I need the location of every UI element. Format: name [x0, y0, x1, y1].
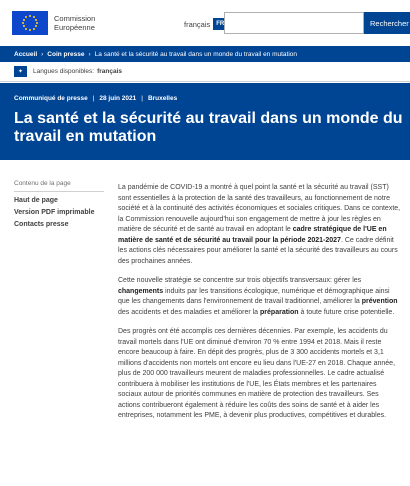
press-date: 28 juin 2021: [99, 95, 137, 102]
paragraph-2: [118, 276, 402, 318]
search-input[interactable]: [224, 12, 364, 34]
page-contents-sidebar: [14, 180, 104, 228]
press-place: Bruxelles: [147, 95, 178, 102]
breadcrumb-current: La santé et la sécurité au travail dans un monde du travail en mutation: [94, 50, 298, 58]
sidebar-item-top[interactable]: Haut de page: [14, 197, 58, 204]
logo-text: [54, 14, 95, 32]
bold-changements: changements: [118, 287, 164, 295]
logo-line-1: Commission: [54, 14, 96, 23]
paragraph-2-text: Cette nouvelle stratégie se concentre sur trois objectifs transversaux: gérer les: [118, 277, 362, 284]
paragraph-1-text: La pandémie de COVID-19 a montré à quel point la santé et la sécurité au travail (SST) sont essentielles à la protection de la santé des travailleurs, au fonctionnement de notre société et à la continuité des activités économiques et sociales critiques. Dans ce contexte, la Commission renouvelle aujourd'hui son engagement de mettre à jour les règles en matière de sécurité et de santé au travail en adoptant le: [118, 184, 401, 233]
search-button[interactable]: Rechercher: [364, 12, 410, 34]
article-body: [118, 183, 402, 431]
sidebar-item-pdf[interactable]: Version PDF imprimable: [14, 209, 95, 216]
paragraph-2-text-2: induits par les transitions écologique, numérique et démographique ainsi que les changements dans l'environnement de travail traditionnel, améliorer la: [118, 287, 390, 305]
paragraph-3: Des progrès ont été accomplis ces dernières décennies. Par exemple, les accidents du travail mortels dans l'UE ont diminué d'environ 70 % entre 1994 et 2018. Mais il reste encore beaucoup à faire. En dépit des progrès, plus de 3 300 accidents mortels et 3,1 millions d'accidents non mortels ont encore eu lieu dans l'UE-27 en 2018. Chaque année, plus de 200 000 travailleurs meurent de maladies professionnelles. Le cadre actualisé contribuera à mobiliser les institutions de l'UE, les États membres et les partenaires sociaux autour de priorités communes en matière de protection des travailleurs. Ses actions contribueront également à réduire les coûts des soins de santé et à aider les entreprises, notamment les PME, à devenir plus productives, compétitives et durables.: [118, 328, 396, 419]
commission-logo[interactable]: [12, 11, 142, 35]
page-hero: [0, 83, 410, 160]
bold-preparation: préparation: [260, 308, 299, 316]
breadcrumb: [0, 46, 410, 62]
paragraph-2-text-3: des accidents et des maladies et améliorer la: [118, 308, 261, 316]
logo-line-2: Européenne: [54, 23, 95, 32]
translate-icon: ✦: [14, 66, 27, 77]
sidebar-title: Contenu de la page: [14, 180, 104, 192]
available-languages-value[interactable]: français: [97, 68, 123, 75]
breadcrumb-press[interactable]: Coin presse: [47, 50, 85, 58]
site-header: [0, 0, 410, 46]
strategic-framework-link[interactable]: cadre stratégique de l'UE en matière de santé et de sécurité au travail pour la période 2021-2027: [118, 226, 387, 244]
language-selector[interactable]: [184, 18, 227, 30]
breadcrumb-separator-icon: ›: [41, 50, 44, 58]
language-label: français: [184, 19, 211, 29]
paragraph-2-text-4: à toute future crise potentielle.: [298, 308, 395, 316]
press-type: Communiqué de presse: [14, 95, 88, 102]
available-languages-label: Langues disponibles:: [33, 68, 95, 75]
page-title: La santé et la sécurité au travail dans un monde du travail en mutation: [14, 110, 403, 145]
meta-divider: |: [92, 95, 95, 102]
eu-flag-icon: [12, 11, 48, 35]
sidebar-item-contacts[interactable]: Contacts presse: [14, 221, 69, 228]
breadcrumb-home[interactable]: Accueil: [14, 50, 38, 58]
meta-divider: |: [141, 95, 143, 102]
press-meta: [14, 95, 177, 102]
breadcrumb-separator-icon: ›: [88, 50, 91, 58]
bold-prevention: prévention: [361, 298, 398, 305]
paragraph-1: [118, 183, 402, 267]
paragraph-1-text-end: . Ce cadre définit les actions clés nécessaires pour améliorer la santé et la sécurité des travailleurs au cours des prochaines années.: [118, 236, 398, 265]
available-languages-bar: [0, 62, 410, 82]
language-code-badge: FR: [213, 18, 227, 30]
